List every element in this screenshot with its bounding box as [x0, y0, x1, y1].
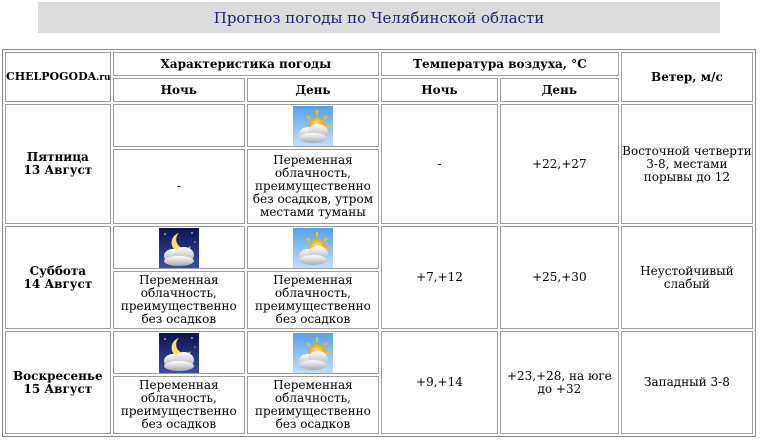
night-desc: -	[113, 149, 245, 224]
weekday: Суббота	[29, 263, 87, 278]
wind: Неустойчивый слабый	[621, 226, 753, 329]
wind: Восточной четверти 3-8, местами порывы до 12	[621, 104, 753, 224]
temp-day: +23,+28, на юге до +32	[500, 331, 619, 434]
weekday: Пятница	[26, 150, 89, 164]
night-icon-cell	[113, 331, 245, 374]
row-day-label	[5, 226, 111, 329]
day-desc: Переменная облачность, преимущественно без осадков	[247, 271, 379, 329]
temp-day: +25,+30	[500, 226, 619, 329]
weekday: Воскресенье	[13, 368, 103, 383]
night-icon-cell	[113, 104, 245, 147]
temp-night: +9,+14	[381, 331, 498, 434]
forecast-table	[2, 49, 756, 437]
page-title: Прогноз погоды по Челябинской области	[213, 8, 545, 27]
row-day-label	[5, 104, 111, 224]
header-weather-day: День	[247, 78, 379, 102]
temp-day: +22,+27	[500, 104, 619, 224]
header-temp-day: День	[500, 78, 619, 102]
header-temperature: Температура воздуха, °C	[381, 52, 619, 76]
header-weather-night: Ночь	[113, 78, 245, 102]
day-icon-cell	[247, 226, 379, 269]
day-desc: Переменная облачность, преимущественно без осадков	[247, 376, 379, 434]
temp-night: +7,+12	[381, 226, 498, 329]
row-day-label	[5, 331, 111, 434]
date: 13 Август	[23, 163, 93, 177]
day-icon-cell	[247, 104, 379, 147]
night-icon-cell	[113, 226, 245, 269]
header-wind: Ветер, м/с	[621, 52, 753, 102]
night-desc: Переменная облачность, преимущественно без осадков	[113, 271, 245, 329]
page-title-bar	[38, 2, 720, 33]
date: 15 Август	[23, 381, 93, 396]
header-temp-night: Ночь	[381, 78, 498, 102]
temp-night: -	[381, 104, 498, 224]
brand-name: CHELPOGODA.ru	[6, 69, 111, 83]
brand-tld: .ru	[96, 72, 111, 83]
day-desc: Переменная облачность, преимущественно без осадков, утром местами туманы	[247, 149, 379, 224]
sun-cloud-icon	[293, 228, 333, 268]
night-desc: Переменная облачность, преимущественно без осадков	[113, 376, 245, 434]
sun-cloud-icon	[293, 106, 333, 146]
moon-cloud-icon	[159, 333, 199, 373]
date: 14 Август	[23, 276, 93, 291]
header-weather: Характеристика погоды	[113, 52, 379, 76]
day-icon-cell	[247, 331, 379, 374]
sun-cloud-icon	[293, 333, 333, 373]
moon-cloud-icon	[159, 228, 199, 268]
brand-cell	[5, 52, 111, 102]
wind: Западный 3-8	[621, 331, 753, 434]
